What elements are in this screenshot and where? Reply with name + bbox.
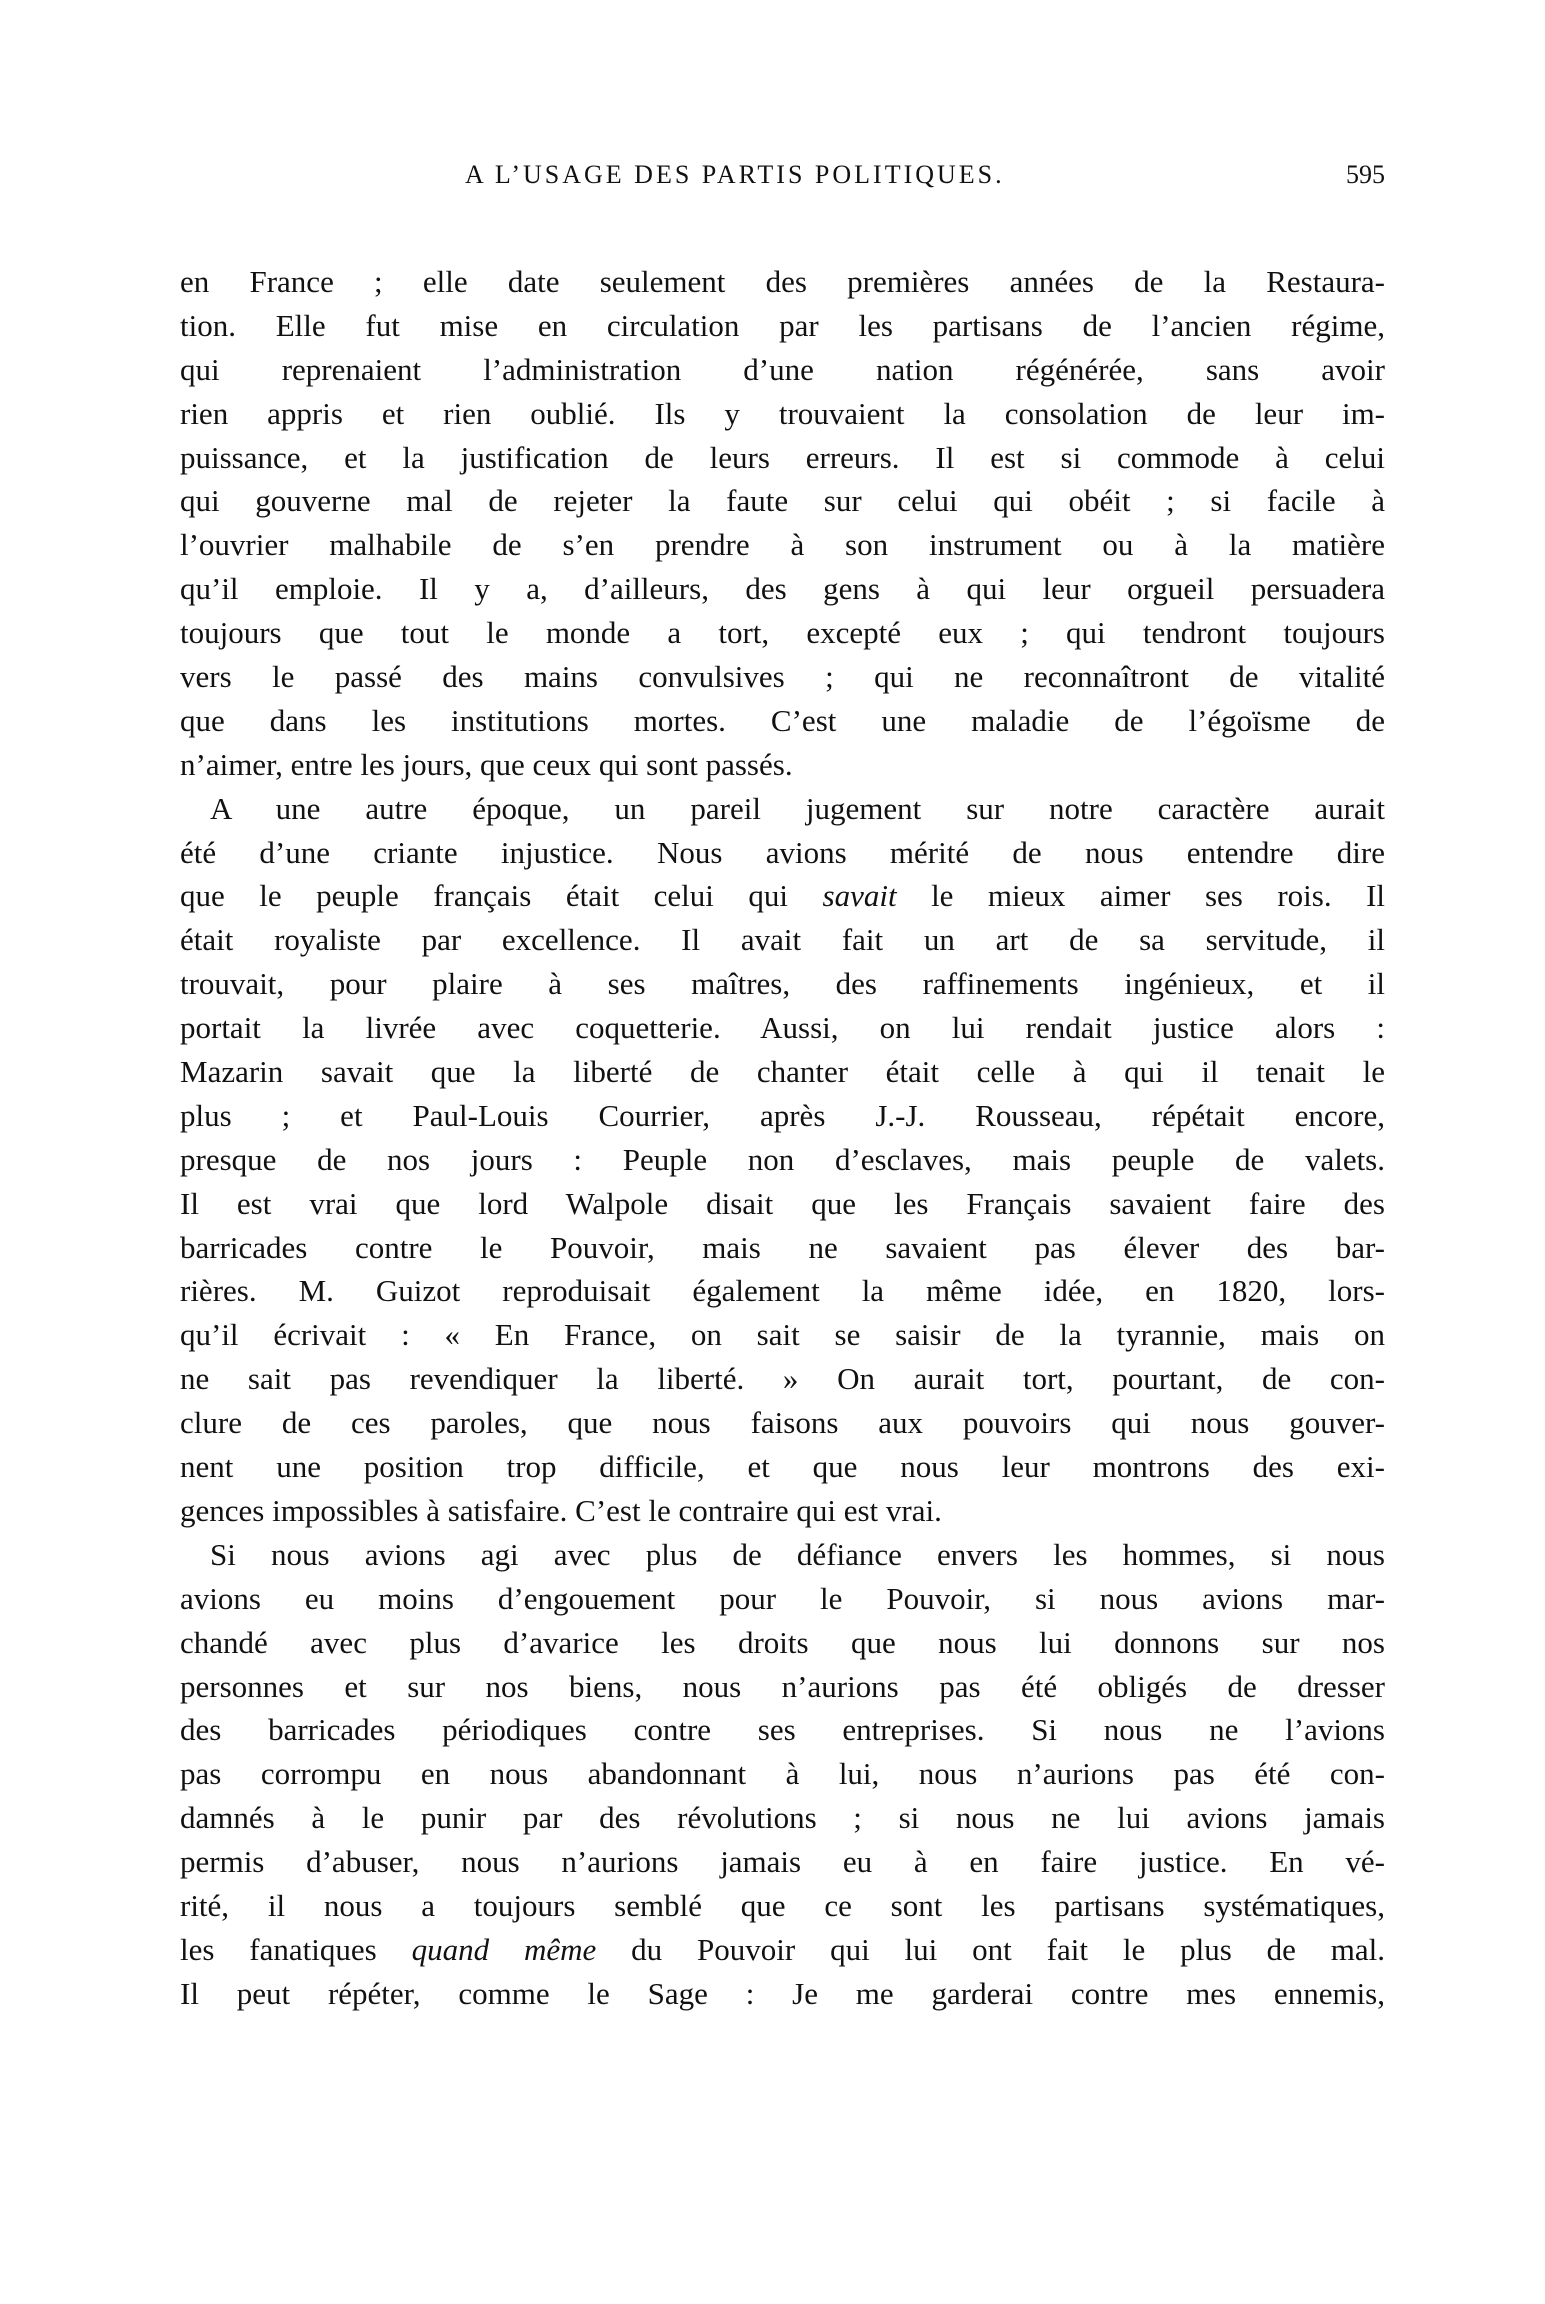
text-line: Si nous avions agi avec plus de défiance envers les hommes, si nous bbox=[210, 1536, 1385, 1572]
text-line: permis d’abuser, nous n’aurions jamais eu à en faire justice. En vé- bbox=[180, 1844, 1385, 1880]
text-line: plus ; et Paul-Louis Courrier, après J.-J. Rousseau, répétait encore, bbox=[180, 1097, 1385, 1133]
text-line: gences impossibles à satisfaire. C’est le contraire qui est vrai. bbox=[180, 1492, 942, 1528]
text-line: trouvait, pour plaire à ses maîtres, des raffinements ingénieux, et il bbox=[180, 966, 1385, 1002]
text-line: été d’une criante injustice. Nous avions mérité de nous entendre dire bbox=[180, 834, 1385, 870]
text-line: les fanatiques quand même du Pouvoir qui lui ont fait le plus de mal. bbox=[180, 1931, 1385, 1967]
text-line: qu’il écrivait : « En France, on sait se saisir de la tyrannie, mais on bbox=[180, 1317, 1385, 1353]
text-line: en France ; elle date seulement des premières années de la Restaura- bbox=[180, 264, 1385, 299]
text-line: tion. Elle fut mise en circulation par les partisans de l’ancien régime, bbox=[180, 307, 1385, 343]
body-text bbox=[180, 260, 1385, 2016]
text-line: A une autre époque, un pareil jugement sur notre caractère aurait bbox=[210, 790, 1385, 826]
text-line: chandé avec plus d’avarice les droits que nous lui donnons sur nos bbox=[180, 1624, 1385, 1660]
text-line: nent une position trop difficile, et que nous leur montrons des exi- bbox=[180, 1449, 1385, 1485]
italic-emphasis: quand même bbox=[411, 1931, 597, 1967]
text-line: n’aimer, entre les jours, que ceux qui sont passés. bbox=[180, 746, 793, 782]
text-line: ne sait pas revendiquer la liberté. » On aurait tort, pourtant, de con- bbox=[180, 1361, 1385, 1397]
text-line: Mazarin savait que la liberté de chanter était celle à qui il tenait le bbox=[180, 1054, 1385, 1090]
running-head bbox=[180, 160, 1385, 210]
text-line: toujours que tout le monde a tort, excepté eux ; qui tendront toujours bbox=[180, 615, 1385, 651]
text-line: vers le passé des mains convulsives ; qui ne reconnaîtront de vitalité bbox=[180, 659, 1385, 695]
text-line: l’ouvrier malhabile de s’en prendre à son instrument ou à la matière bbox=[180, 527, 1385, 563]
text-line: était royaliste par excellence. Il avait fait un art de sa servitude, il bbox=[180, 922, 1385, 958]
text-line: que le peuple français était celui qui savait le mieux aimer ses rois. Il bbox=[180, 878, 1385, 914]
text-line: pas corrompu en nous abandonnant à lui, nous n’aurions pas été con- bbox=[180, 1756, 1385, 1792]
text-line: damnés à le punir par des révolutions ; si nous ne lui avions jamais bbox=[180, 1800, 1385, 1836]
book-page bbox=[180, 160, 1385, 2016]
text-line: rières. M. Guizot reproduisait également la même idée, en 1820, lors- bbox=[180, 1273, 1385, 1309]
text-line: qui gouverne mal de rejeter la faute sur celui qui obéit ; si facile à bbox=[180, 483, 1385, 519]
running-title: A L’USAGE DES PARTIS POLITIQUES. bbox=[465, 160, 1005, 189]
text-line: puissance, et la justification de leurs erreurs. Il est si commode à celui bbox=[180, 439, 1385, 475]
text-line: rien appris et rien oublié. Ils y trouvaient la consolation de leur im- bbox=[180, 395, 1385, 431]
text-line: Il peut répéter, comme le Sage : Je me garderai contre mes ennemis, bbox=[180, 1975, 1385, 2011]
text-line: rité, il nous a toujours semblé que ce sont les partisans systématiques, bbox=[180, 1887, 1385, 1923]
italic-emphasis: savait bbox=[822, 878, 897, 914]
text-line: barricades contre le Pouvoir, mais ne savaient pas élever des bar- bbox=[180, 1229, 1385, 1265]
text-line: que dans les institutions mortes. C’est une maladie de l’égoïsme de bbox=[180, 702, 1385, 738]
text-line: des barricades périodiques contre ses entreprises. Si nous ne l’avions bbox=[180, 1712, 1385, 1748]
text-line: portait la livrée avec coquetterie. Aussi, on lui rendait justice alors : bbox=[180, 1010, 1385, 1046]
text-line: clure de ces paroles, que nous faisons aux pouvoirs qui nous gouver- bbox=[180, 1405, 1385, 1441]
text-line: qu’il emploie. Il y a, d’ailleurs, des gens à qui leur orgueil persuadera bbox=[180, 571, 1385, 607]
text-line: qui reprenaient l’administration d’une nation régénérée, sans avoir bbox=[180, 351, 1385, 387]
page-number: 595 bbox=[1346, 160, 1385, 189]
text-line: avions eu moins d’engouement pour le Pouvoir, si nous avions mar- bbox=[180, 1580, 1385, 1616]
text-line: personnes et sur nos biens, nous n’aurions pas été obligés de dresser bbox=[180, 1668, 1385, 1704]
text-line: Il est vrai que lord Walpole disait que les Français savaient faire des bbox=[180, 1185, 1385, 1221]
text-line: presque de nos jours : Peuple non d’esclaves, mais peuple de valets. bbox=[180, 1141, 1385, 1177]
